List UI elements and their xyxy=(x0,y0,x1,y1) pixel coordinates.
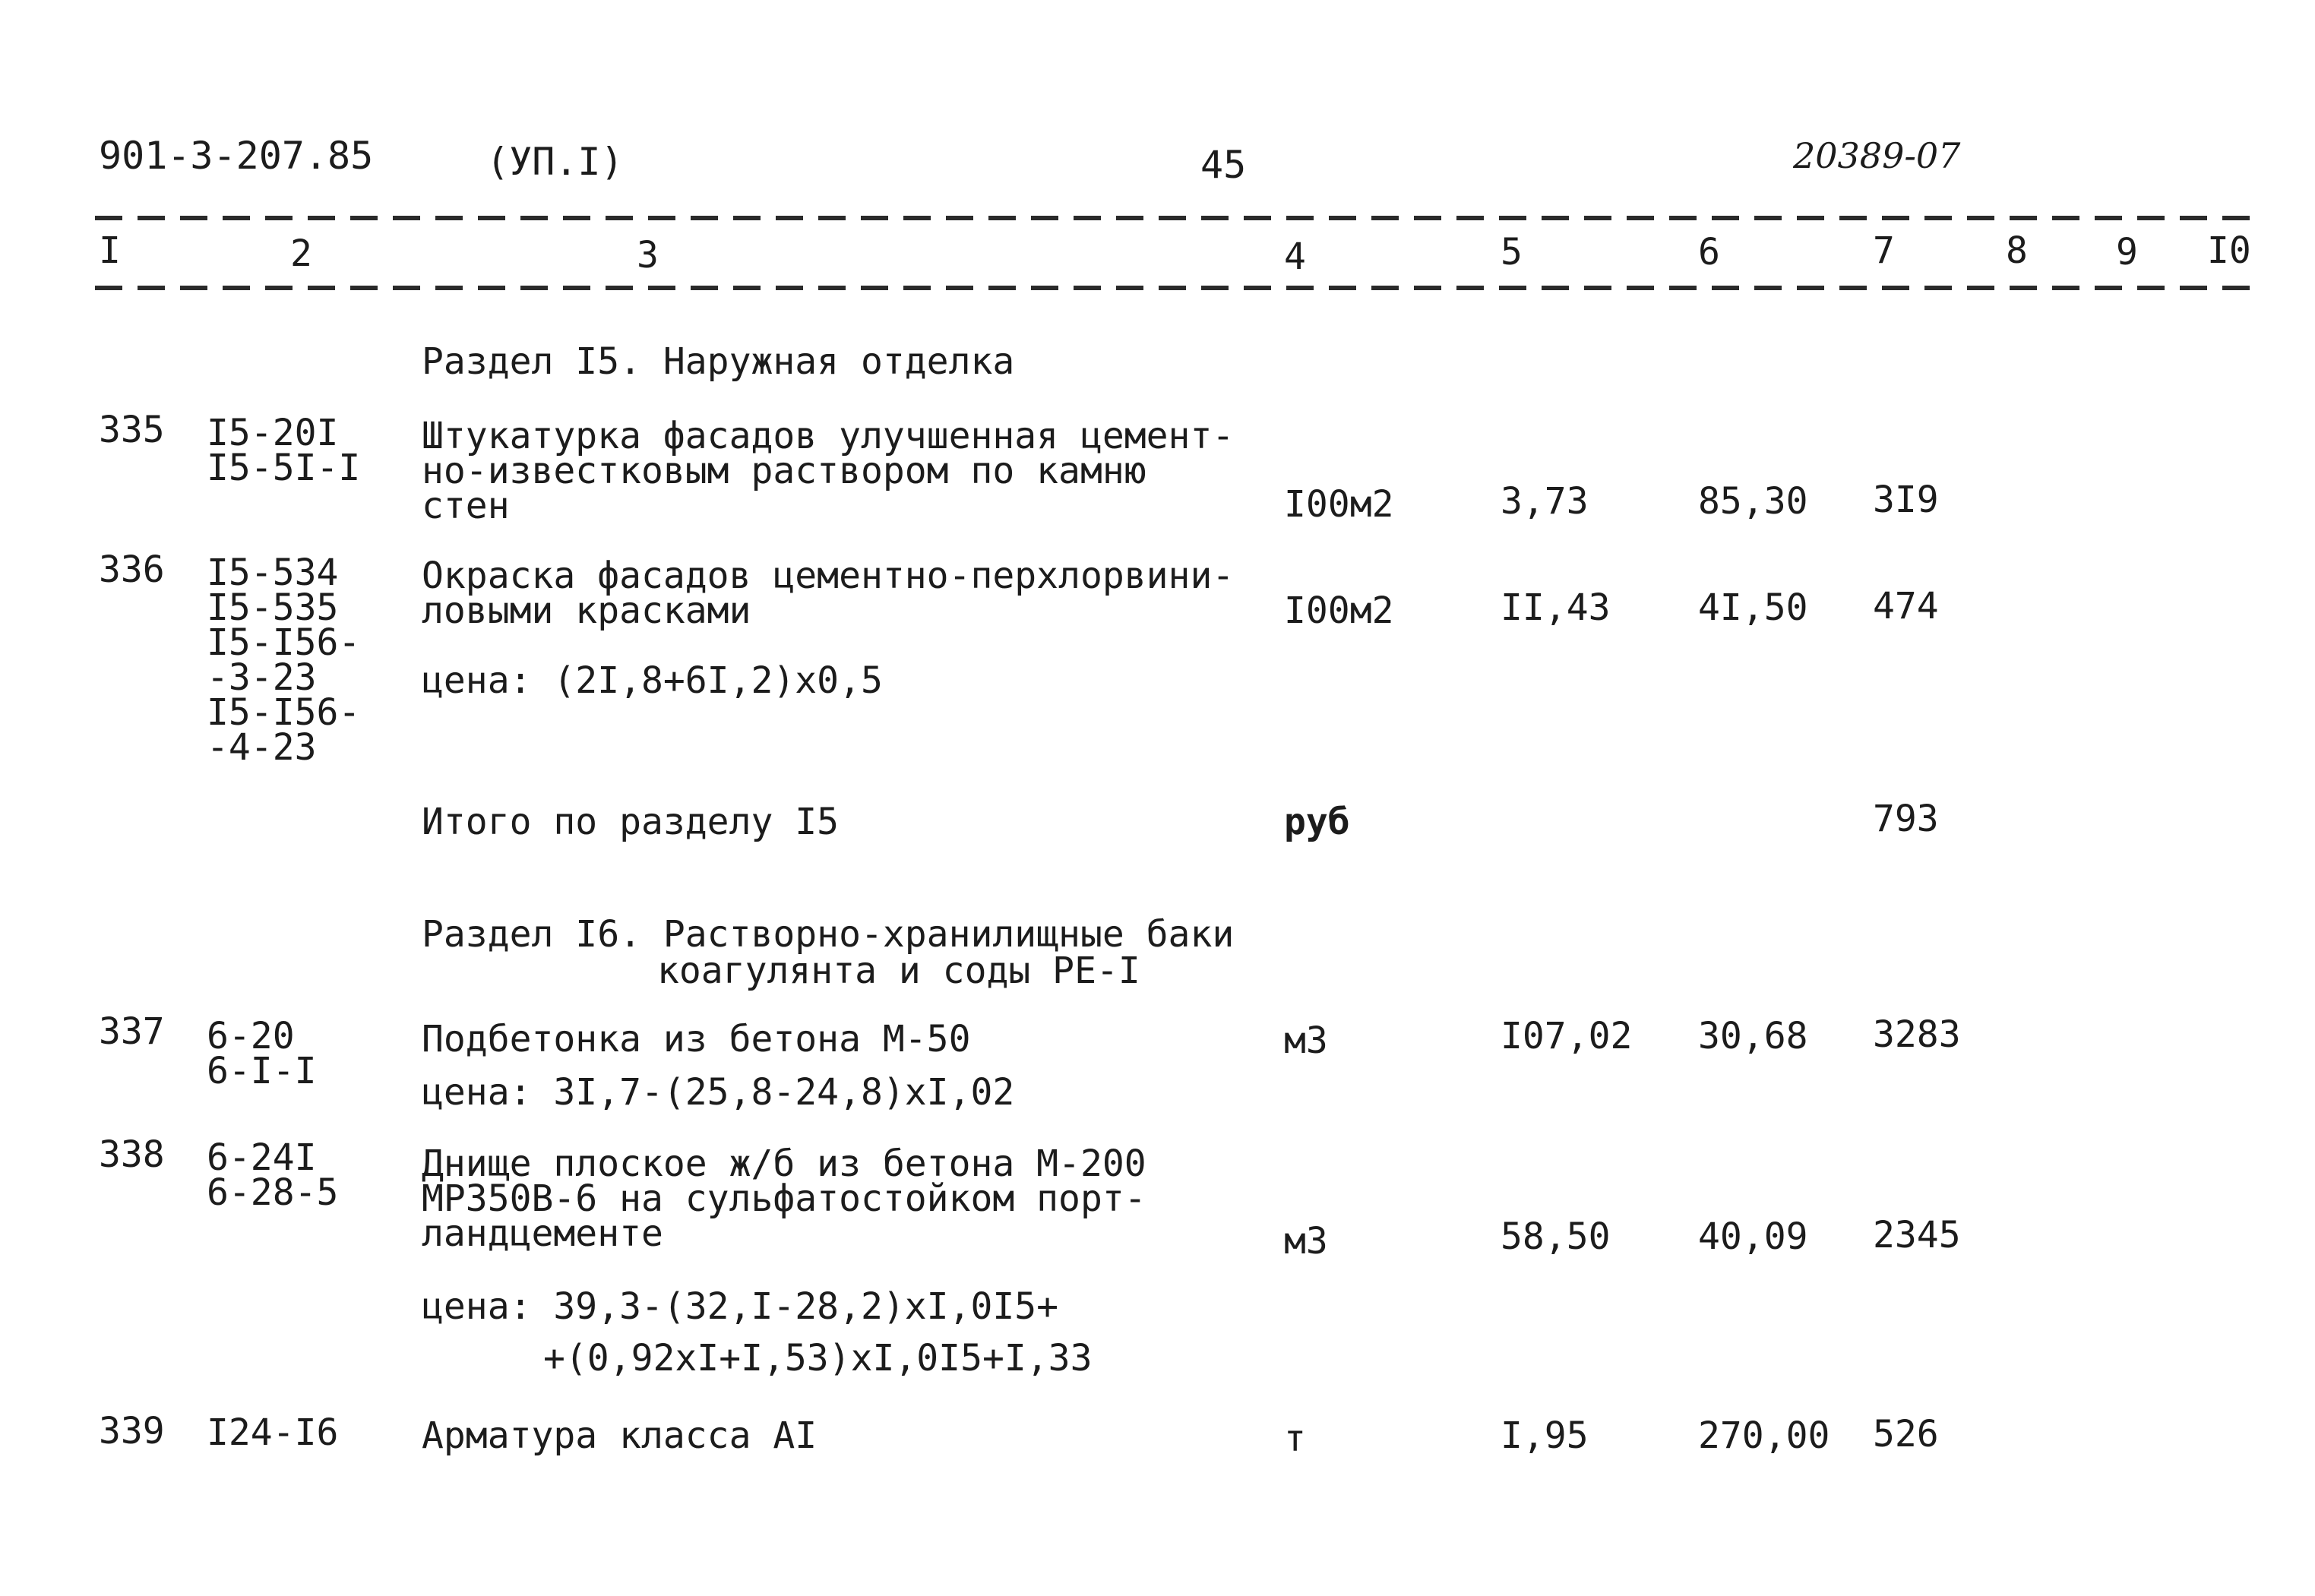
column-header-10: I0 xyxy=(2207,229,2251,272)
unit-price: 40,09 xyxy=(1698,1215,1808,1258)
unit: I00м2 xyxy=(1284,589,1394,632)
total-cost: 2345 xyxy=(1873,1214,1961,1256)
norm-code: I5-I56- xyxy=(207,621,361,664)
quantity: I07,02 xyxy=(1501,1015,1633,1057)
norm-code: -3-23 xyxy=(207,656,317,699)
work-description: Днище плоское ж/б из бетона М-200 xyxy=(422,1142,1146,1185)
quantity: I,95 xyxy=(1501,1414,1589,1457)
unit: т xyxy=(1284,1417,1306,1460)
work-description: ландцементе xyxy=(422,1212,663,1255)
quantity: 58,50 xyxy=(1501,1215,1611,1258)
page-number: 45 xyxy=(1200,143,1247,187)
work-description: стен xyxy=(422,485,510,527)
row-number: 337 xyxy=(99,1010,165,1053)
total-cost: 474 xyxy=(1873,585,1939,627)
unit-price: 30,68 xyxy=(1698,1015,1808,1057)
norm-code: I5-534 xyxy=(207,551,339,594)
price-formula: цена: 39,3-(32,I-28,2)хI,0I5+ xyxy=(422,1285,1059,1328)
section-16-title-continued: коагулянта и соды РЕ-I xyxy=(657,950,1140,992)
column-header-6: 6 xyxy=(1698,231,1720,273)
row-number: 338 xyxy=(99,1133,165,1176)
price-formula: цена: 3I,7-(25,8-24,8)хI,02 xyxy=(422,1071,1015,1114)
header-rule-bottom xyxy=(95,286,2260,290)
unit: м3 xyxy=(1284,1220,1328,1263)
norm-code: 6-28-5 xyxy=(207,1171,339,1214)
album-number: (УП.I) xyxy=(486,140,624,184)
column-header-8: 8 xyxy=(2006,229,2028,272)
norm-code: I5-I56- xyxy=(207,691,361,734)
norm-code: 6-20 xyxy=(207,1015,295,1057)
section-15-title: Раздел I5. Наружная отделка xyxy=(422,340,1015,383)
unit: м3 xyxy=(1284,1019,1328,1062)
unit-price: 85,30 xyxy=(1698,480,1808,523)
column-header-2: 2 xyxy=(290,232,312,275)
norm-code: -4-23 xyxy=(207,726,317,769)
norm-code: 6-I-I xyxy=(207,1050,317,1092)
unit-price: 4I,50 xyxy=(1698,586,1808,629)
column-header-4: 4 xyxy=(1284,235,1306,278)
work-description: Штукатурка фасадов улучшенная цемент- xyxy=(422,415,1235,457)
norm-code: I5-5I-I xyxy=(207,447,361,489)
work-description: но-известковым раствором по камню xyxy=(422,450,1146,492)
work-description: Окраска фасадов цементно-перхлорвини- xyxy=(422,555,1235,597)
row-number: 335 xyxy=(99,409,165,451)
price-formula-continued: +(0,92хI+I,53)хI,0I5+I,33 xyxy=(543,1337,1093,1380)
section-15-total-cost: 793 xyxy=(1873,798,1939,840)
norm-code: I5-20I xyxy=(207,412,339,454)
column-header-7: 7 xyxy=(1873,229,1895,272)
work-description: ловыми красками xyxy=(422,589,751,632)
quantity: II,43 xyxy=(1501,586,1611,629)
column-header-1: I xyxy=(99,229,121,272)
total-cost: 526 xyxy=(1873,1413,1939,1455)
total-cost: 3I9 xyxy=(1873,479,1939,521)
row-number: 336 xyxy=(99,548,165,591)
column-header-5: 5 xyxy=(1501,231,1523,273)
work-description: МРЗ50В-6 на сульфатостойком порт- xyxy=(422,1177,1146,1220)
section-15-total-label: Итого по разделу I5 xyxy=(422,801,840,843)
norm-code: I24-I6 xyxy=(207,1411,339,1454)
work-description: Подбетонка из бетона М-50 xyxy=(422,1018,971,1060)
norm-code: I5-535 xyxy=(207,586,339,629)
inventory-stamp: 20389-07 xyxy=(1793,135,1961,176)
unit-price: 270,00 xyxy=(1698,1414,1830,1457)
section-15-total-unit: руб xyxy=(1284,801,1350,843)
column-header-3: 3 xyxy=(637,234,659,277)
norm-code: 6-24I xyxy=(207,1136,317,1179)
document-code: 901-3-207.85 xyxy=(99,134,374,178)
column-header-9: 9 xyxy=(2116,231,2138,273)
quantity: 3,73 xyxy=(1501,480,1589,523)
section-16-title: Раздел I6. Растворно-хранилищные баки xyxy=(422,913,1235,956)
price-formula: цена: (2I,8+6I,2)х0,5 xyxy=(422,659,883,702)
unit: I00м2 xyxy=(1284,483,1394,526)
total-cost: 3283 xyxy=(1873,1013,1961,1056)
header-rule-top xyxy=(95,216,2260,220)
row-number: 339 xyxy=(99,1410,165,1452)
work-description: Арматура класса АI xyxy=(422,1414,818,1457)
